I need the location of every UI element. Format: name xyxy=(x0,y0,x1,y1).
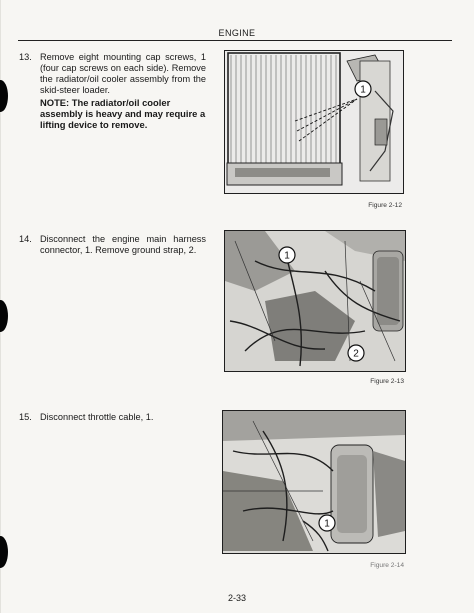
step-13-note: NOTE: The radiator/oil cooler assembly is heavy and may require a lifting device to remove. xyxy=(40,97,206,130)
step-number: 15. xyxy=(19,412,32,422)
step-number: 13. xyxy=(19,52,32,62)
step-text: Disconnect throttle cable, 1. xyxy=(40,412,154,422)
figure-2-14-throttle-photo xyxy=(222,410,406,554)
page-number: 2-33 xyxy=(227,593,246,603)
step-13 xyxy=(19,52,207,100)
figure-2-13-caption: Figure 2-13 xyxy=(370,378,404,385)
engine-harness-illustration xyxy=(225,231,405,371)
step-14 xyxy=(19,234,207,264)
figure-2-14-caption: Figure 2-14 xyxy=(370,562,404,569)
throttle-cable-illustration xyxy=(223,411,405,553)
page-header-title: ENGINE xyxy=(218,28,256,38)
callout-1-label: 1 xyxy=(360,84,366,96)
figure-2-12-radiator-photo xyxy=(224,50,404,194)
callout-1-label: 1 xyxy=(324,518,330,530)
callout-2-label: 2 xyxy=(353,348,359,360)
figure-2-12-caption: Figure 2-12 xyxy=(368,202,402,209)
figure-2-13-harness-photo xyxy=(224,230,406,372)
radiator-illustration xyxy=(225,51,403,193)
step-15 xyxy=(19,412,207,426)
step-text: Disconnect the engine main harness connector, 1. Remove ground strap, 2. xyxy=(40,234,206,255)
step-number: 14. xyxy=(19,234,32,244)
header-rule xyxy=(18,40,452,41)
step-text: Remove eight mounting cap screws, 1 (four cap screws on each side). Remove the radiator/oil cooler assembly from the skid-steer loader. xyxy=(40,52,206,95)
callout-1-label: 1 xyxy=(284,250,290,262)
